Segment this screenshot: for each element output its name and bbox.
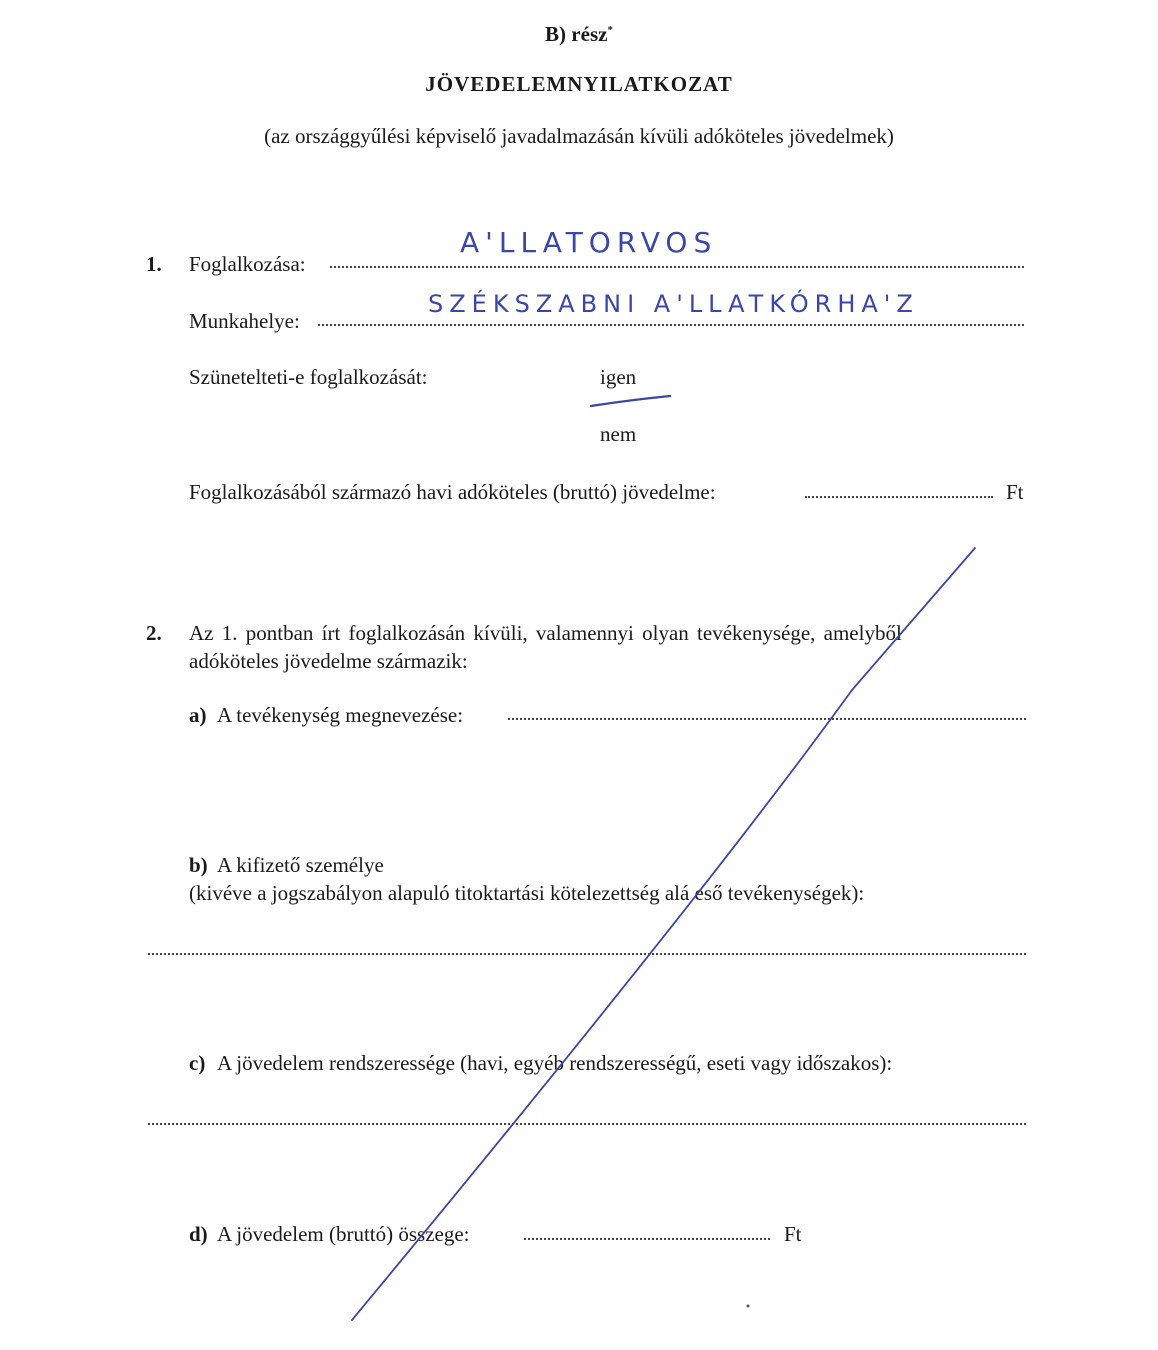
- section1-number: 1.: [146, 252, 162, 276]
- section2-number: 2.: [146, 621, 162, 645]
- occupation-handwritten: A'LLATORVOS: [460, 226, 718, 259]
- regularity-label: A jövedelem rendszeressége (havi, egyéb rendszerességű, eseti vagy időszakos):: [217, 1051, 893, 1075]
- occupation-label: Foglalkozása:: [189, 252, 306, 276]
- amount-label: A jövedelem (bruttó) összege:: [217, 1222, 470, 1246]
- page-title: JÖVEDELEMNYILATKOZAT: [425, 72, 733, 96]
- income-currency: Ft: [1006, 480, 1024, 504]
- part-label: B) rész: [545, 22, 608, 46]
- suspend-label: Szünetelteti-e foglalkozását:: [189, 365, 428, 389]
- section2-intro-line2: adóköteles jövedelme származik:: [189, 649, 468, 673]
- workplace-label: Munkahelye:: [189, 309, 300, 333]
- page-subtitle: (az országgyűlési képviselő javadalmazásán kívüli adóköteles jövedelmek): [264, 124, 894, 148]
- footnote-mark: *: [607, 24, 613, 36]
- workplace-handwritten: SZÉKSZABNI A'LLATKÓRHA'Z: [428, 290, 919, 318]
- income-label: Foglalkozásából származó havi adóköteles (bruttó) jövedelme:: [189, 480, 716, 504]
- option-yes[interactable]: igen: [600, 365, 637, 389]
- payer-note: (kivéve a jogszabályon alapuló titoktartási kötelezettség alá eső tevékenységek):: [189, 881, 865, 905]
- item-c-letter: c): [189, 1051, 206, 1075]
- option-no[interactable]: nem: [600, 422, 637, 446]
- payer-label: A kifizető személye: [217, 853, 384, 877]
- item-a-letter: a): [189, 703, 207, 727]
- stray-dot: [747, 1305, 750, 1308]
- item-b-letter: b): [189, 853, 208, 877]
- strike-through-line: [352, 548, 975, 1320]
- section2-intro-line1: Az 1. pontban írt foglalkozásán kívüli, valamennyi olyan tevékenysége, amelyből: [189, 621, 902, 645]
- yes-underline-mark: [591, 396, 670, 406]
- amount-currency: Ft: [784, 1222, 802, 1246]
- item-d-letter: d): [189, 1222, 208, 1246]
- activity-label: A tevékenység megnevezése:: [217, 703, 464, 727]
